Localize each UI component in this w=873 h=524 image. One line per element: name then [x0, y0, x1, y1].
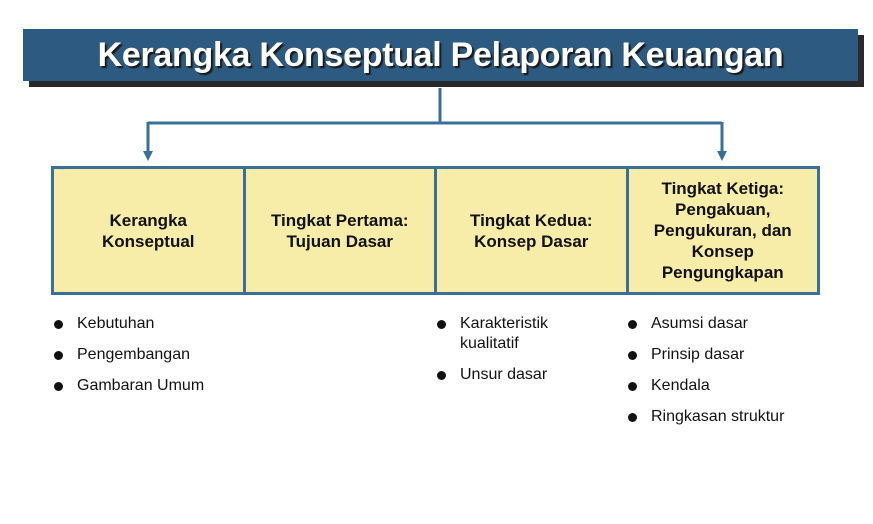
list-item: Karakteristik kualitatif: [435, 314, 590, 354]
box-tingkat-kedua: Tingkat Kedua: Konsep Dasar: [434, 169, 626, 292]
bullet-list-col1: [52, 314, 204, 407]
box-kerangka-konseptual: Kerangka Konseptual: [101, 210, 195, 251]
list-item: Asumsi dasar: [626, 314, 784, 334]
list-item: Pengembangan: [52, 345, 204, 365]
box-tingkat-pertama: Tingkat Pertama: Tujuan Dasar: [243, 169, 435, 292]
list-item: Gambaran Umum: [52, 376, 204, 396]
bullet-list-col3: [435, 314, 590, 396]
framework-boxes: [51, 166, 820, 295]
list-item: Ringkasan struktur: [626, 407, 784, 427]
list-item: Unsur dasar: [435, 365, 590, 385]
diagram-title: Kerangka Konseptual Pelaporan Keuangan: [97, 35, 784, 74]
list-item: Prinsip dasar: [626, 345, 784, 365]
bullet-list-col4: [626, 314, 784, 438]
list-item: Kendala: [626, 376, 784, 396]
list-item: Kebutuhan: [52, 314, 204, 334]
box-tingkat-ketiga: Tingkat Ketiga: Pengakuan, Pengukuran, dan Konsep Pengungkapan: [626, 169, 818, 292]
